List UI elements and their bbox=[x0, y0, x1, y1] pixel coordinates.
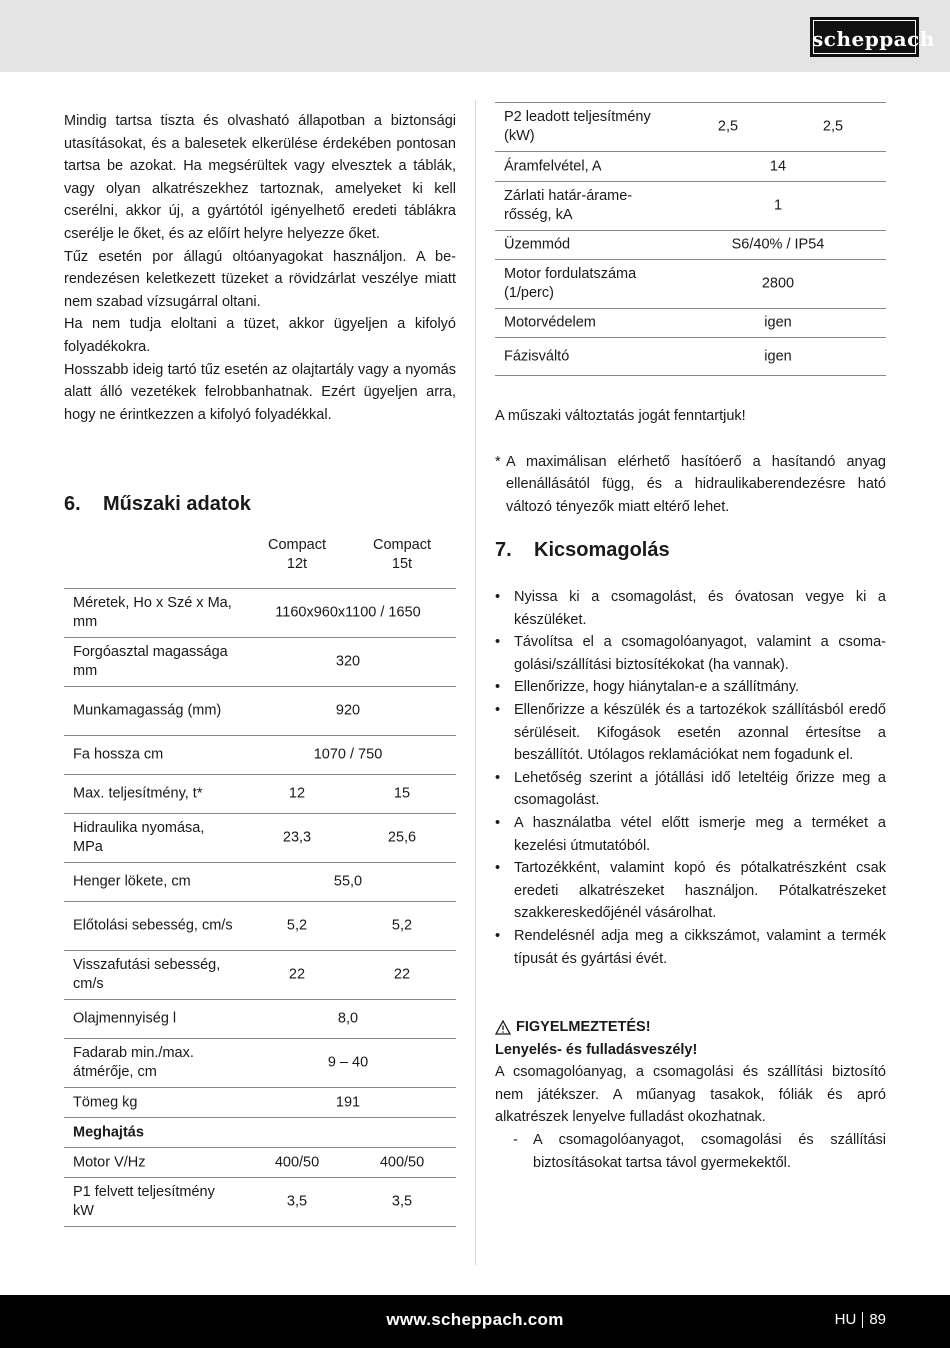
spec-row bbox=[495, 231, 886, 260]
header-model-tonnage: 12t bbox=[286, 556, 308, 572]
header-model-label: Compact bbox=[267, 537, 327, 553]
spec-row bbox=[495, 182, 886, 231]
spec-label: Meghajtás bbox=[73, 1124, 144, 1140]
notes bbox=[495, 405, 886, 518]
website-link[interactable]: www.scheppach.com bbox=[386, 1310, 564, 1329]
page-header bbox=[0, 0, 950, 72]
paragraph-safety-signs: Mindig tartsa tiszta és olvasható állapotban a biztonsági utasításokat, és a balesetek elkerülése érdekében pontosan tartsa be azokat. Ha megsérültek vagy elvesztek a táblák, vagy olyan alkatrészekhez tartoznak, amelyeket ki kell cserélni, akkor új, a gyártótól igényelhető eredeti táblákra cserélje le őket, és az előírt helyre helyezze őket. bbox=[64, 113, 456, 242]
spec-row bbox=[64, 1148, 456, 1178]
spec-value: 320 bbox=[335, 653, 361, 670]
page-footer bbox=[0, 1295, 950, 1348]
spec-value-15t: 15 bbox=[393, 785, 411, 802]
spec-row bbox=[64, 687, 456, 736]
warning-title-text: FIGYELMEZTETÉS! bbox=[516, 1019, 651, 1035]
section-6-heading bbox=[64, 493, 456, 516]
warning-triangle-icon bbox=[495, 1020, 511, 1035]
spec-row bbox=[64, 863, 456, 902]
spec-value: 1070 / 750 bbox=[313, 746, 383, 763]
note-splitting-force-text: A maximálisan elérhető hasítóerő a hasítandó anyag ellenállásától függ, és a hidraulikaberendezésre ható változó tényezők miatt eltérő lehet. bbox=[506, 453, 886, 515]
spec-label: Motor V/Hz bbox=[73, 1154, 146, 1170]
list-item: • A használatba vétel előtt ismerje meg a terméket a kezelési útmutatóból. bbox=[495, 812, 886, 857]
spec-value: igen bbox=[764, 348, 792, 364]
paragraph-fire-liquids: Ha nem tudja eloltani a tüzet, akkor ügyeljen a kifolyó folyadékokra. bbox=[64, 316, 456, 355]
spec-value: 9 – 40 bbox=[327, 1054, 369, 1071]
spec-table bbox=[64, 528, 456, 1227]
spec-value-12t: 5,2 bbox=[286, 917, 308, 934]
spec-label: Előtolási sebesség, cm/s bbox=[73, 917, 233, 934]
spec-value: 8,0 bbox=[337, 1010, 359, 1027]
note-splitting-force bbox=[495, 451, 886, 519]
page-number-value: 89 bbox=[869, 1311, 886, 1328]
note-changes-reserved: A műszaki változtatás jogát fenntartjuk! bbox=[495, 408, 746, 424]
spec-value-15t: 2,5 bbox=[822, 118, 844, 135]
unpacking-list bbox=[495, 586, 886, 970]
warning-text: A csomagolóanyag, a csomagolási és szállítási biztosító nem játékszer. A műanyag tasakok, fóliák és apró alkatrészek lenyelve fulladást okozhatnak. bbox=[495, 1064, 886, 1126]
spec-table-header bbox=[64, 528, 456, 589]
spec-value-15t: 22 bbox=[393, 966, 411, 983]
spec-label: Munkamagasság (mm) bbox=[73, 702, 222, 719]
spec-label: Üzemmód bbox=[504, 236, 571, 253]
list-item: • Ellenőrizze a készülék és a tartozékok szállításból eredő sérüléseit. Kifogások esetén azonnal értesítse a beszállítót. Utólagos reklamációkat nem fogadunk el. bbox=[495, 699, 886, 767]
spec-value-12t: 22 bbox=[288, 966, 306, 983]
spec-label: P2 leadott teljesítmény (kW) bbox=[504, 109, 651, 144]
spec-value-12t: 3,5 bbox=[286, 1193, 308, 1210]
scheppach-logo: scheppach bbox=[810, 17, 919, 57]
spec-row bbox=[64, 951, 456, 1000]
header-model-label: Compact bbox=[372, 537, 432, 553]
spec-row bbox=[64, 1000, 456, 1039]
list-item: • Rendelésnél adja meg a cikkszámot, valamint a termék típusát és gyártási évét. bbox=[495, 925, 886, 970]
section-number: 6. bbox=[64, 493, 81, 515]
header-compact-12t bbox=[247, 536, 347, 574]
spec-label: Max. teljesítmény, t* bbox=[73, 785, 203, 802]
spec-value: 1160x960x1100 / 1650 bbox=[275, 604, 421, 621]
spec-row bbox=[64, 1118, 456, 1148]
warning-subtitle: Lenyelés- és fulladásveszély! bbox=[495, 1041, 698, 1058]
spec-label: P1 felvett teljesítmény kW bbox=[73, 1184, 215, 1219]
section-number: 7. bbox=[495, 539, 512, 561]
spec-row bbox=[495, 152, 886, 182]
warning-dash-item bbox=[495, 1129, 886, 1174]
warning-dash-item-text: A csomagolóanyagot, csomagolási és szállítási biztosításokat tartsa távol gyermekektől. bbox=[533, 1131, 886, 1171]
spec-label: Zárlati határ-áramerősség, kA bbox=[504, 188, 633, 223]
spec-value: 1 bbox=[773, 197, 783, 214]
spec-value: 191 bbox=[335, 1094, 361, 1110]
spec-label: Motorvédelem bbox=[504, 314, 596, 331]
spec-value-15t: 25,6 bbox=[387, 829, 417, 846]
spec-value: 920 bbox=[335, 702, 361, 719]
spec-value: S6/40% / IP54 bbox=[731, 236, 825, 253]
spec-label: Visszafutási sebesség, cm/s bbox=[73, 957, 221, 992]
header-compact-15t bbox=[352, 536, 452, 574]
dash-marker: - bbox=[513, 1131, 518, 1148]
spec-label: Henger lökete, cm bbox=[73, 873, 191, 890]
spec-value: 2800 bbox=[761, 275, 795, 292]
spec-row bbox=[64, 814, 456, 863]
list-item: • Ellenőrizze, hogy hiánytalan-e a szállítmány. bbox=[495, 676, 886, 699]
spec-row bbox=[495, 103, 886, 152]
spec-label: Tömeg kg bbox=[73, 1094, 138, 1110]
spec-label: Hidraulika nyomása, MPa bbox=[73, 820, 205, 855]
paragraph-fire-extinguish: Tűz esetén por állagú oltóanyagokat használjon. A berendezésen keletkezett tüzeket a rövidzárlat veszélye miatt nem szabad vízsugárral oltani. bbox=[64, 248, 456, 310]
spec-label: Áramfelvétel, A bbox=[504, 158, 602, 174]
list-item: • Tartozékként, valamint kopó és pótalkatrészként csak eredeti alkatrészeket használjon. Pótalkatrészeket szakkereskedőjénél vásárolhat. bbox=[495, 857, 886, 925]
spec-label: Motor fordulatszáma (1/perc) bbox=[504, 266, 637, 301]
spec-row bbox=[495, 338, 886, 376]
spec-value-12t: 23,3 bbox=[282, 829, 312, 846]
spec-row bbox=[64, 1178, 456, 1227]
spec-label: Fa hossza cm bbox=[73, 746, 164, 763]
page-number bbox=[835, 1311, 886, 1328]
spec-label: Olajmennyiség l bbox=[73, 1010, 177, 1027]
spec-row bbox=[64, 1088, 456, 1118]
spec-value: 14 bbox=[769, 158, 787, 174]
spec-value-15t: 5,2 bbox=[391, 917, 413, 934]
spec-row bbox=[64, 1039, 456, 1088]
spec-table-continued bbox=[495, 102, 886, 376]
column-divider bbox=[475, 100, 476, 1265]
spec-label: Méretek, Ho x Szé x Ma, mm bbox=[73, 595, 232, 630]
spec-row bbox=[64, 736, 456, 775]
left-intro bbox=[64, 110, 456, 426]
spec-label: Forgóasztal magassága mm bbox=[73, 644, 228, 679]
spec-label: Fázisváltó bbox=[504, 348, 570, 364]
spec-row bbox=[64, 589, 456, 638]
spec-row bbox=[64, 775, 456, 814]
asterisk: * bbox=[495, 453, 501, 470]
list-item: • Távolítsa el a csomagolóanyagot, valamint a csomagolási/szállítási biztosítékokat (ha vannak). bbox=[495, 631, 886, 676]
section-7-heading bbox=[495, 539, 886, 562]
spec-row bbox=[495, 309, 886, 338]
spec-label: Fadarab min./max. átmérője, cm bbox=[73, 1045, 194, 1080]
section-title: Kicsomagolás bbox=[534, 539, 670, 561]
warning-title bbox=[495, 1016, 886, 1039]
language-code: HU bbox=[834, 1311, 857, 1328]
spec-value-12t: 400/50 bbox=[274, 1154, 320, 1170]
spec-value: 55,0 bbox=[333, 873, 363, 890]
header-model-tonnage: 15t bbox=[391, 556, 413, 572]
paragraph-fire-explosion: Hosszabb ideig tartó tűz esetén az olajtartály vagy a nyomás alatt álló vezetékek felrobbanhatnak. Ezért ügyeljen arra, hogy ne érintkezzen a kifolyó folyadékkal. bbox=[64, 361, 456, 423]
spec-value-12t: 2,5 bbox=[717, 118, 739, 135]
spec-value-15t: 400/50 bbox=[379, 1154, 425, 1170]
list-item: • Nyissa ki a csomagolást, és óvatosan vegye ki a készüléket. bbox=[495, 586, 886, 631]
spec-row bbox=[64, 902, 456, 951]
spec-value-12t: 12 bbox=[288, 785, 306, 802]
separator bbox=[862, 1312, 863, 1328]
list-item: • Lehetőség szerint a jótállási idő leteltéig őrizze meg a csomagolást. bbox=[495, 767, 886, 812]
section-title: Műszaki adatok bbox=[103, 493, 251, 515]
spec-row bbox=[64, 638, 456, 687]
spec-value: igen bbox=[764, 314, 792, 331]
spec-row bbox=[495, 260, 886, 309]
warning-block bbox=[495, 1016, 886, 1174]
spec-value-15t: 3,5 bbox=[391, 1193, 413, 1210]
